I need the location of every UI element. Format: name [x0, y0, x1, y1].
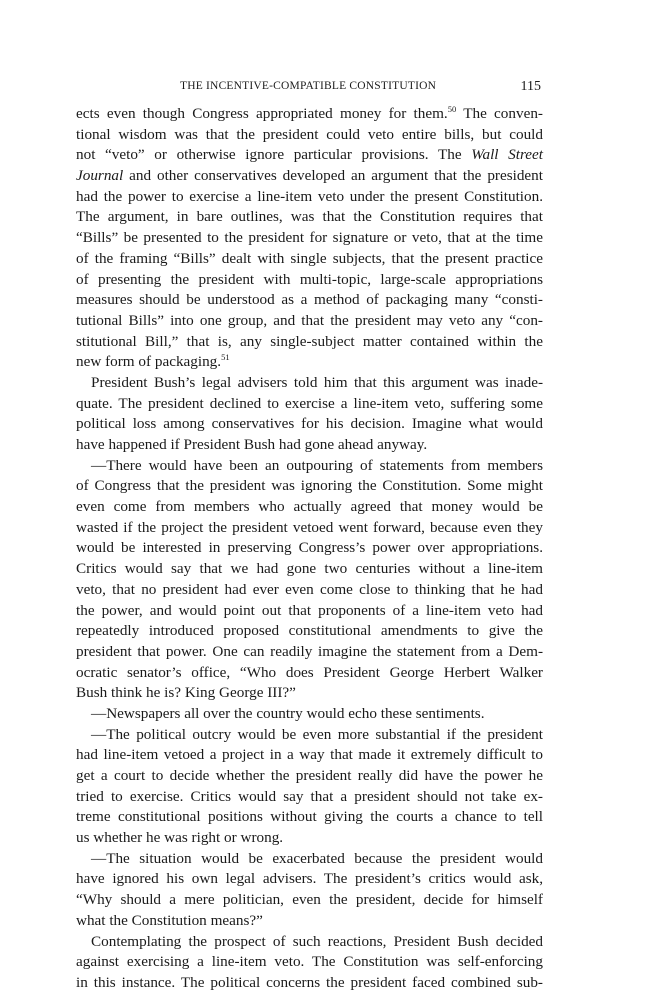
- text-line: [76, 725, 543, 746]
- line-text: —There would have been an outpouring of statements from members: [91, 456, 543, 474]
- line-text: new form of packaging.: [76, 353, 222, 371]
- text-line: [76, 828, 543, 849]
- line-text: against exercising a line-item veto. The Constitution was self-enforcing: [76, 953, 543, 971]
- text-line: [76, 704, 543, 725]
- line-text: tional wisdom was that the president could veto entire bills, but could: [76, 125, 543, 143]
- text-line: [76, 869, 543, 890]
- line-text: would be interested in preserving Congress’s power over appropriations.: [76, 539, 543, 557]
- text-line: [76, 104, 543, 125]
- line-text: political loss among conservatives for his decision. Imagine what would: [76, 415, 543, 433]
- text-line: [76, 538, 543, 559]
- line-text: The conven-: [456, 105, 543, 122]
- text-line: [76, 207, 543, 228]
- body-text: [76, 104, 543, 994]
- line-text: ects even though Congress appropriated money for them.: [76, 105, 448, 122]
- line-text: president that power. One can readily imagine the statement from a Dem-: [76, 642, 543, 660]
- line-text: ocratic senator’s office, “Who does President George Herbert Walker: [76, 663, 543, 681]
- text-line: [76, 973, 543, 994]
- line-text: even come from members who actually agreed that money would be: [76, 498, 543, 516]
- text-line: [76, 807, 543, 828]
- line-text: wasted if the project the president vetoed went forward, because even they: [76, 518, 543, 536]
- text-line: [76, 435, 543, 456]
- line-text: The argument, in bare outlines, was that the Constitution requires that: [76, 208, 543, 226]
- text-line: [76, 621, 543, 642]
- text-line: [76, 249, 543, 270]
- line-text: of presenting the president with multi-topic, large-scale appropriations: [76, 270, 543, 288]
- line-text: —Newspapers all over the country would echo these sentiments.: [91, 704, 485, 722]
- text-line: [76, 228, 543, 249]
- line-text: Critics would say that we had gone two centuries without a line-item: [76, 560, 543, 578]
- line-text: veto, that no president had ever even come close to thinking that he had: [76, 580, 543, 598]
- line-text: and other conservatives developed an argument that the president: [123, 167, 543, 185]
- text-line: [76, 166, 543, 187]
- text-line: [76, 911, 543, 932]
- text-line: [76, 270, 543, 291]
- line-text: “Why should a mere politician, even the president, decide for himself: [76, 891, 543, 909]
- line-text: “Bills” be presented to the president for signature or veto, that at the time: [76, 229, 543, 247]
- text-line: [76, 559, 543, 580]
- text-line: [76, 932, 543, 953]
- line-text: of the framing “Bills” dealt with single subjects, that the present practice: [76, 249, 543, 267]
- text-line: [76, 373, 543, 394]
- line-text: repeatedly introduced proposed constitutional amendments to give the: [76, 622, 543, 640]
- line-text: stitutional Bill,” that is, any single-subject matter contained within the: [76, 332, 543, 350]
- running-head-title: THE INCENTIVE-COMPATIBLE CONSTITUTION: [180, 80, 437, 92]
- text-line: [76, 580, 543, 601]
- line-text: the power, and would point out that proponents of a line-item veto had: [76, 601, 543, 619]
- text-line: [76, 311, 543, 332]
- line-text: measures should be understood as a method of packaging many “consti-: [76, 291, 543, 309]
- line-text: treme constitutional positions without giving the courts a chance to tell: [76, 808, 543, 826]
- line-text: what the Constitution means?”: [76, 911, 263, 929]
- text-line: [76, 745, 543, 766]
- text-line: [76, 787, 543, 808]
- line-text: of Congress that the president was ignoring the Constitution. Some might: [76, 477, 543, 495]
- text-line: [76, 663, 543, 684]
- text-line: [76, 601, 543, 622]
- text-line: [76, 476, 543, 497]
- line-text: —The political outcry would be even more substantial if the president: [91, 725, 543, 743]
- line-text: tried to exercise. Critics would say that a president should not take ex-: [76, 787, 543, 805]
- text-line: [76, 352, 543, 373]
- text-line: [76, 394, 543, 415]
- text-line: [76, 518, 543, 539]
- text-line: [76, 890, 543, 911]
- text-line: [76, 849, 543, 870]
- line-text: quate. The president declined to exercise a line-item veto, suffering some: [76, 394, 543, 412]
- running-head: [76, 80, 543, 98]
- line-text: get a court to decide whether the president really did have the power he: [76, 767, 543, 784]
- text-line: [76, 642, 543, 663]
- page-number: 115: [520, 79, 541, 94]
- italic-title: Wall Street: [471, 146, 544, 164]
- text-line: [76, 187, 543, 208]
- footnote-marker[interactable]: 51: [221, 352, 230, 363]
- text-line: [76, 414, 543, 435]
- text-line: [76, 497, 543, 518]
- line-text: tutional Bills” into one group, and that the president may veto any “con-: [76, 311, 543, 329]
- line-text: Contemplating the prospect of such reactions, President Bush decided: [91, 932, 543, 950]
- footnote-marker[interactable]: 50: [447, 104, 457, 114]
- line-text: had line-item vetoed a project in a way that made it extremely difficult to: [76, 746, 543, 764]
- line-text: had the power to exercise a line-item veto under the present Constitution.: [76, 187, 543, 205]
- line-text: have happened if President Bush had gone ahead anyway.: [76, 436, 428, 453]
- line-text: us whether he was right or wrong.: [76, 829, 284, 847]
- line-text: in this instance. The political concerns the president faced combined sub-: [76, 973, 543, 991]
- text-line: [76, 332, 543, 353]
- text-line: [76, 766, 543, 787]
- italic-title: Journal: [76, 167, 124, 185]
- text-line: [76, 290, 543, 311]
- text-line: [76, 125, 543, 146]
- text-line: [76, 952, 543, 973]
- line-text: —The situation would be exacerbated because the president would: [91, 849, 543, 867]
- line-text: not “veto” or otherwise ignore particular provisions. The: [76, 146, 472, 164]
- line-text: have ignored his own legal advisers. The president’s critics would ask,: [76, 870, 543, 888]
- line-text: President Bush’s legal advisers told him that this argument was inade-: [91, 373, 543, 391]
- line-text: Bush think he is? King George III?”: [76, 684, 296, 702]
- text-line: [76, 456, 543, 477]
- text-line: [76, 145, 543, 166]
- text-line: [76, 683, 543, 704]
